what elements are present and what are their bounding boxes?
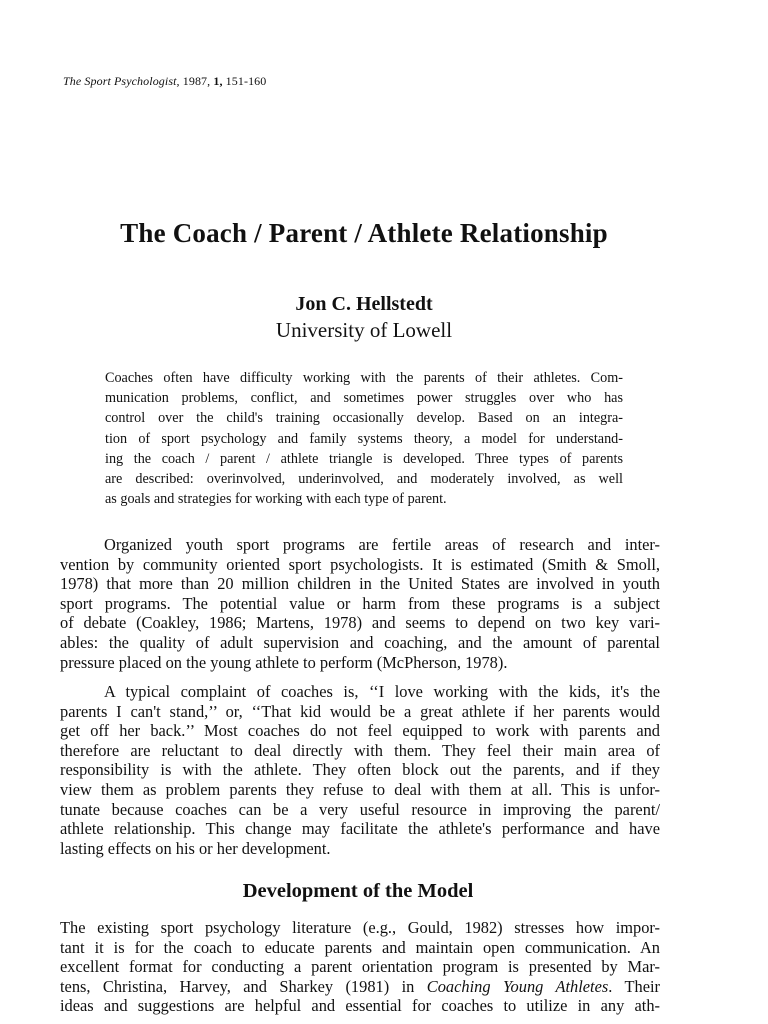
body-line: view them as problem parents they refuse to deal with them at all. This is unfor- [60, 779, 660, 799]
abstract-line: munication problems, conflict, and sometimes power struggles over who has [105, 390, 623, 407]
body-line: responsibility is with the athlete. They often block out the parents, and if they [60, 760, 660, 780]
body-line: sport programs. The potential value or harm from these programs is a subject [60, 593, 660, 613]
body-paragraph-2 [60, 682, 660, 858]
abstract-line: as goals and strategies for working with each type of parent. [105, 491, 447, 508]
abstract-line: control over the child's training occasionally develop. Based on an integra- [105, 410, 623, 427]
journal-year: 1987, [182, 74, 211, 88]
author-affiliation: University of Lowell [275, 318, 453, 342]
body-paragraph-1 [60, 535, 660, 672]
abstract-line: ing the coach / parent / athlete triangle is developed. Three types of parents [105, 450, 623, 467]
body-line: lasting effects on his or her development. [60, 838, 331, 858]
body-line: A typical complaint of coaches is, ‘‘I love working with the kids, it's the [104, 682, 660, 701]
body-line: tant it is for the coach to educate parents and maintain open communication. An [60, 937, 660, 957]
journal-citation [63, 74, 266, 89]
paper-title: The Coach / Parent / Athlete Relationship [120, 218, 608, 248]
body-paragraph-3 [60, 918, 660, 1016]
abstract-line: are described: overinvolved, underinvolved, and moderately involved, as well [105, 471, 623, 488]
abstract-line: tion of sport psychology and family systems theory, a model for understand- [105, 430, 623, 447]
body-line: 1978) that more than 20 million children in the United States are involved in youth [60, 574, 660, 594]
body-line: parents I can't stand,’’ or, ‘‘That kid would be a great athlete if her parents would [60, 701, 660, 721]
body-line: therefore are reluctant to deal directly with them. They feel their main area of [60, 740, 660, 760]
abstract-line: Coaches often have difficulty working with the parents of their athletes. Com- [105, 370, 623, 386]
journal-pages: 151-160 [225, 74, 267, 88]
body-line: vention by community oriented sport psychologists. It is estimated (Smith & Smoll, [60, 554, 660, 574]
book-title: Coaching Young Athletes [426, 976, 609, 996]
body-line: athlete relationship. This change may facilitate the athlete's performance and have [60, 819, 660, 839]
journal-name: The Sport Psychologist, [63, 74, 180, 88]
body-line: tunate because coaches can be a very useful resource in improving the parent/ [60, 799, 660, 819]
author-name: Jon C. Hellstedt [295, 293, 433, 315]
body-line: of debate (Coakley, 1986; Martens, 1978) and seems to depend on two key vari- [60, 613, 660, 633]
journal-volume: 1, [213, 74, 223, 88]
body-line: excellent format for conducting a parent orientation program is presented by Mar- [60, 957, 660, 977]
body-line: get off her back.’’ Most coaches do not feel equipped to work with parents and [60, 721, 660, 741]
abstract [105, 368, 623, 509]
body-line: ables: the quality of adult supervision and coaching, and the amount of parental [60, 632, 660, 652]
section-heading: Development of the Model [242, 880, 474, 902]
body-line: Organized youth sport programs are fertile areas of research and inter- [104, 535, 660, 554]
body-line: pressure placed on the young athlete to perform (McPherson, 1978). [60, 652, 508, 672]
text-fragment: tens, Christina, Harvey, and Sharkey (1981) in [60, 976, 427, 996]
body-line: ideas and suggestions are helpful and essential for coaches to utilize in any ath- [60, 996, 660, 1016]
body-line: The existing sport psychology literature (e.g., Gould, 1982) stresses how impor- [60, 918, 660, 937]
text-fragment: . Their [608, 976, 661, 996]
body-line-with-book-title [60, 977, 660, 997]
